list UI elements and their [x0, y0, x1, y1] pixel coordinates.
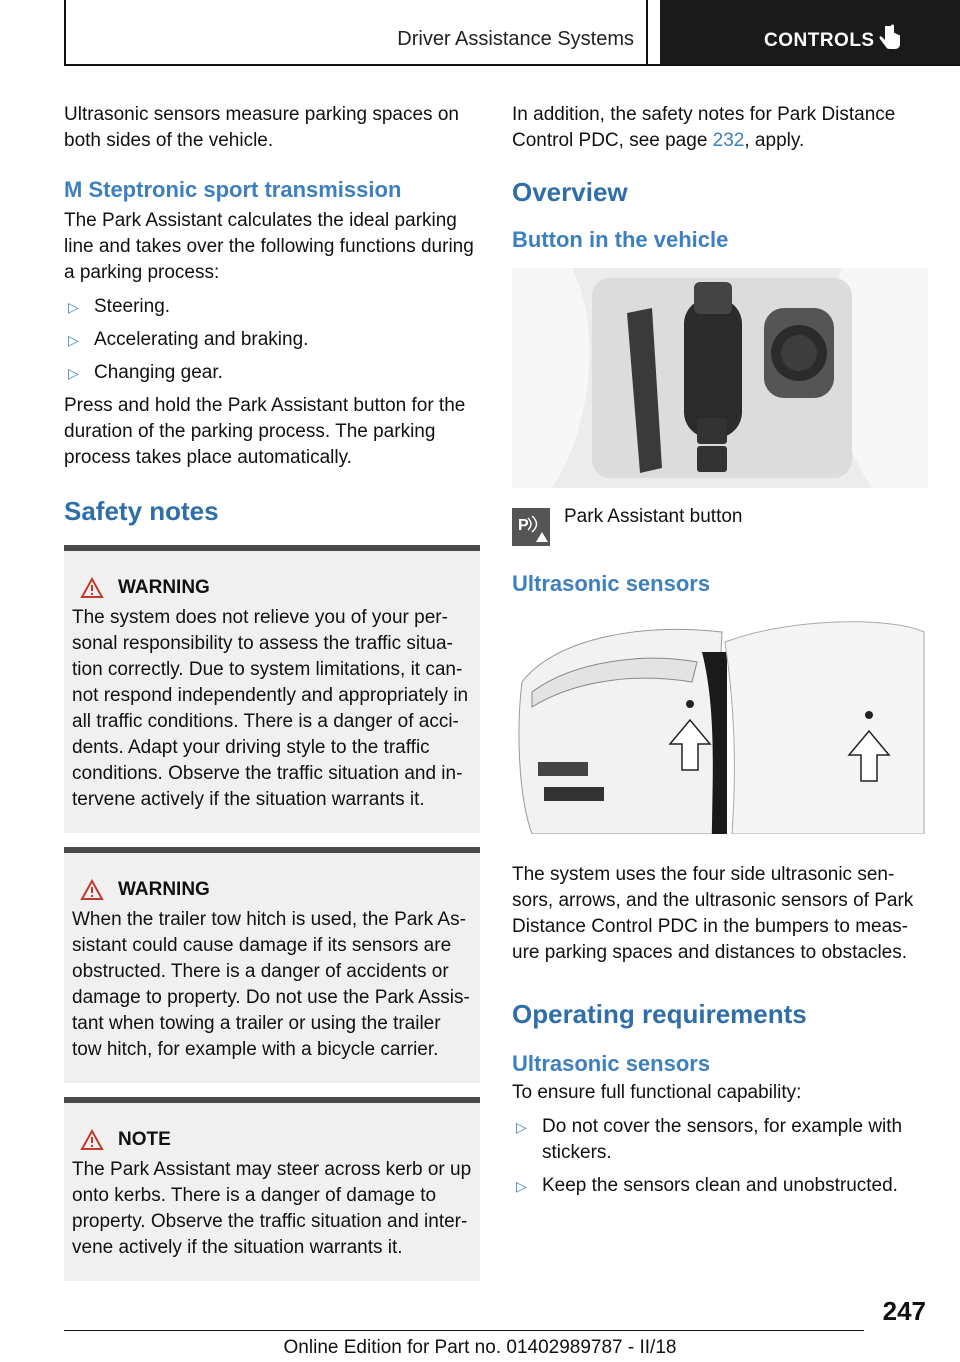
triangle-bullet-icon: ▷: [68, 332, 79, 348]
pdc-intro: In addition, the safety notes for Park Distance Control PDC, see page 232, apply.: [512, 104, 896, 151]
msteptronic-after: Press and hold the Park Assistant button for the duration of the parking process. The parking process takes place automatically.: [64, 395, 466, 468]
note-title: NOTE: [118, 1129, 171, 1150]
note-box: [64, 1097, 480, 1281]
note-text: The Park Assistant may steer across kerb or up onto kerbs. There is a danger of damage to property. Observe the traffic situation and inter‐vene actively if the situation warrants it.: [72, 1159, 472, 1258]
footer-edition: Online Edition for Part no. 01402989787 - II/18: [283, 1337, 677, 1358]
center-console-illustration: [512, 268, 928, 488]
hand-pointer-icon: [878, 24, 902, 52]
list-item: ▷ Changing gear.: [64, 360, 480, 386]
warning-text: When the trailer tow hitch is used, the Park As‐sistant could cause damage if its sensors are obstructed. There is a danger of accidents or damage to property. Do not use the Park Assis‐tant when towing a trailer or using the trailer tow hitch, for example with a bicycle carrier.: [72, 909, 470, 1060]
header-rule: [64, 64, 960, 66]
warning-title: WARNING: [118, 879, 210, 900]
center-console-image: [512, 268, 928, 488]
warning-icon: [80, 879, 104, 901]
msteptronic-heading: M Steptronic sport transmission: [64, 177, 402, 202]
warning-box-1: [64, 545, 480, 833]
list-item: ▷ Keep the sensors clean and unobstructed.: [512, 1173, 928, 1199]
footer-rule: [64, 1330, 864, 1331]
page-link[interactable]: 232: [712, 130, 745, 151]
overview-heading: Overview: [512, 177, 628, 207]
warning-box-2: [64, 847, 480, 1083]
triangle-bullet-icon: ▷: [68, 365, 79, 381]
sensors-text: The system uses the four side ultrasonic sen‐sors, arrows, and the ultrasonic sensors of Park Distance Control PDC in the bumpers to meas‐ure parking spaces and distances to obstacles.: [512, 864, 914, 963]
msteptronic-text: The Park Assistant calculates the ideal parking line and takes over the following functions during a parking process:: [64, 210, 474, 283]
msteptronic-list: [64, 294, 480, 386]
sensors-heading: Ultrasonic sensors: [512, 571, 711, 596]
svg-text:P: P: [518, 517, 529, 534]
warning-text: The system does not relieve you of your per‐sonal responsibility to assess the traffic situa‐tion correctly. Due to system limitations, it can‐not respond independently and appropriately in all traffic conditions. There is a danger of acci‐dents. Adapt your driving style to the traffic conditions. Observe the traffic situation and in‐tervene actively if the situation warrants it.: [72, 607, 469, 810]
triangle-bullet-icon: ▷: [516, 1178, 527, 1194]
opreq-subheading: Ultrasonic sensors: [512, 1051, 711, 1076]
section-title: Driver Assistance Systems: [397, 28, 634, 50]
warning-title: WARNING: [118, 577, 210, 598]
warning-icon: [80, 577, 104, 599]
vehicle-sensors-illustration: [512, 612, 928, 834]
intro-text: Ultrasonic sensors measure parking spaces on both sides of the vehicle.: [64, 104, 459, 151]
safety-heading: Safety notes: [64, 496, 219, 526]
button-heading: Button in the vehicle: [512, 227, 729, 252]
page-number: 247: [882, 1296, 926, 1326]
vehicle-sensors-image: [512, 612, 928, 834]
header-section: [64, 0, 648, 64]
opreq-text: To ensure full functional capability:: [512, 1082, 802, 1103]
left-column: [64, 102, 480, 1281]
list-item: ▷ Steering.: [64, 294, 480, 320]
triangle-bullet-icon: ▷: [68, 299, 79, 315]
chapter-title: CONTROLS: [764, 30, 875, 51]
park-assistant-icon: [512, 508, 550, 546]
triangle-bullet-icon: ▷: [516, 1119, 527, 1135]
button-caption: Park Assistant button: [564, 506, 743, 527]
header-chapter: [660, 0, 960, 66]
right-column: [512, 102, 928, 1206]
warning-icon: [80, 1129, 104, 1151]
list-item: ▷ Accelerating and braking.: [64, 327, 480, 353]
opreq-heading: Operating requirements: [512, 999, 807, 1029]
list-item: ▷ Do not cover the sensors, for example with stickers.: [516, 1116, 903, 1163]
opreq-list: [512, 1114, 928, 1199]
